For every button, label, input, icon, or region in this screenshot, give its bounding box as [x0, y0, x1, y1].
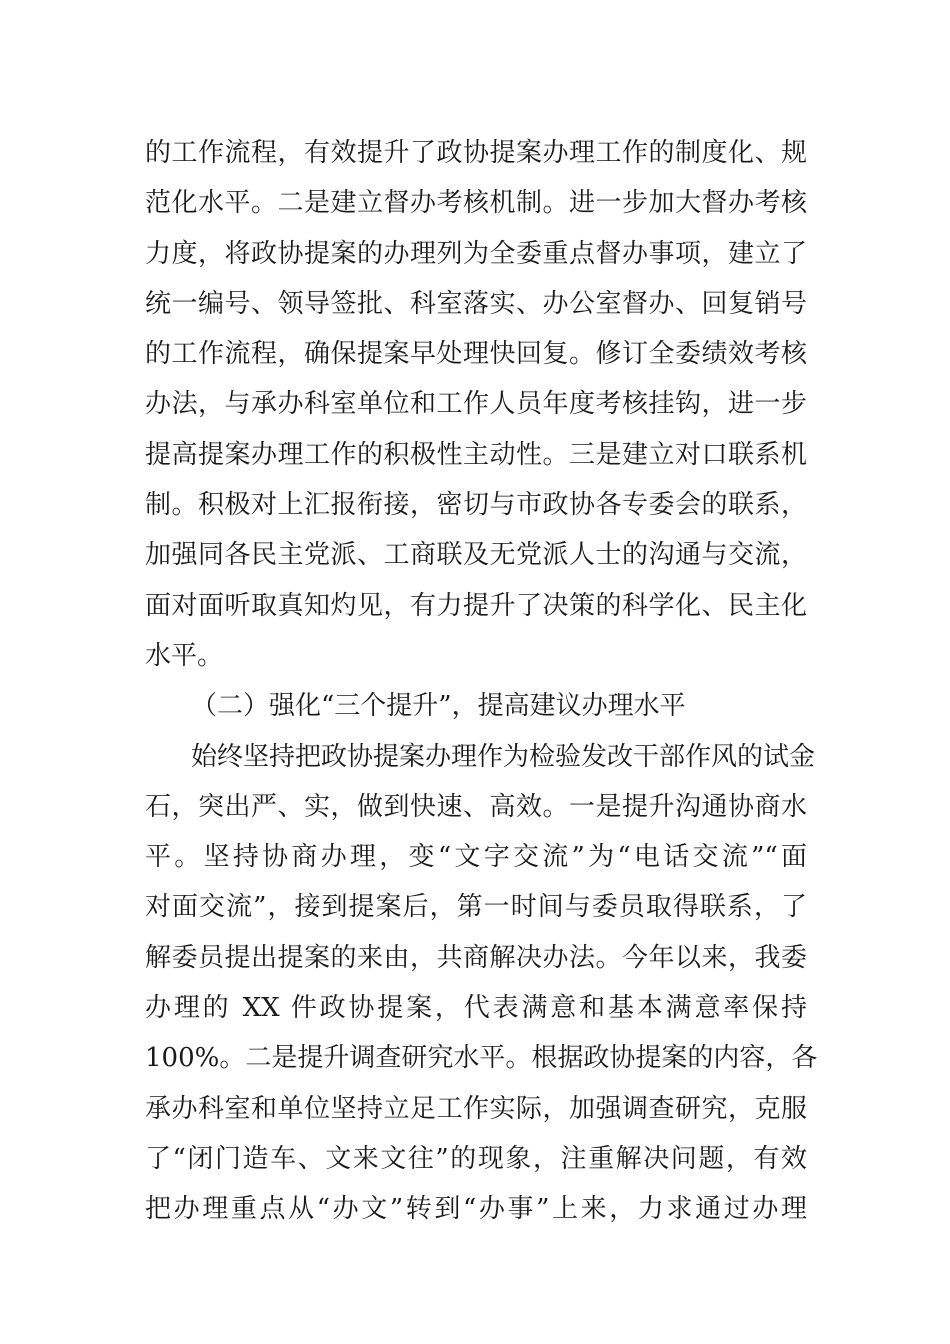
text-line: 范化水平。二是建立督办考核机制。进一步加大督办考核 [145, 188, 807, 219]
text-line: 平。坚持协商办理，变“文字交流”为“电话交流”“面 [145, 842, 807, 873]
text-line: 水平。 [145, 640, 224, 671]
paragraph-2 [145, 732, 818, 1235]
text-line: 的工作流程，确保提案早处理快回复。修订全委绩效考核 [145, 339, 807, 370]
text-line: 把办理重点从“办文”转到“办事”上来，力求通过办理 [145, 1194, 807, 1225]
text-line: 对面交流”，接到提案后，第一时间与委员取得联系，了 [145, 892, 807, 923]
text-line: 办法，与承办科室单位和工作人员年度考核挂钩，进一步 [145, 389, 807, 420]
text-line: 始终坚持把政协提案办理作为检验发改干部作风的试金 [191, 741, 816, 772]
text-line: 100%。二是提升调查研究水平。根据政协提案的内容，各 [145, 1043, 818, 1074]
document-body [145, 128, 818, 1235]
text-line: 石，突出严、实，做到快速、高效。一是提升沟通协商水 [145, 791, 807, 822]
text-line: 制。积极对上汇报衔接，密切与市政协各专委会的联系， [145, 490, 807, 521]
text-line: 统一编号、领导签批、科室落实、办公室督办、回复销号 [145, 288, 807, 319]
paragraph-1 [145, 128, 807, 681]
text-line: 承办科室和单位坚持立足工作实际，加强调查研究，克服 [145, 1093, 807, 1124]
text-line: 力度，将政协提案的办理列为全委重点督办事项，建立了 [145, 238, 807, 269]
section-heading: （二）强化“三个提升”，提高建议办理水平 [191, 691, 686, 722]
text-line: 办理的 XX 件政协提案，代表满意和基本满意率保持 [145, 993, 807, 1024]
text-line: 了“闭门造车、文来文往”的现象，注重解决问题，有效 [145, 1143, 807, 1174]
text-line: 加强同各民主党派、工商联及无党派人士的沟通与交流， [145, 540, 807, 571]
text-line: 面对面听取真知灼见，有力提升了决策的科学化、民主化 [145, 590, 807, 621]
text-line: 的工作流程，有效提升了政协提案办理工作的制度化、规 [145, 138, 807, 168]
text-line: 提高提案办理工作的积极性主动性。三是建立对口联系机 [145, 439, 807, 470]
text-line: 解委员提出提案的来由，共商解决办法。今年以来，我委 [145, 942, 807, 973]
